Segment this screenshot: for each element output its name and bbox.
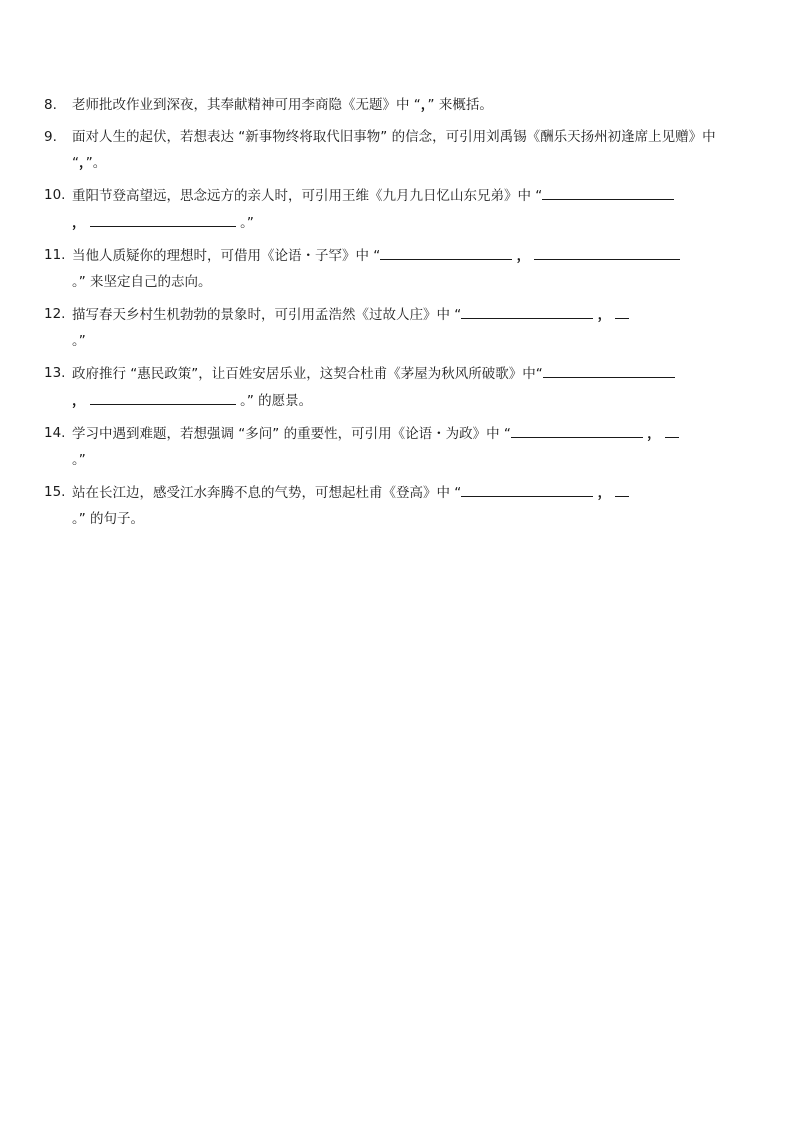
answer-blank[interactable]	[90, 387, 236, 405]
question-number: 9.	[44, 129, 57, 145]
question-text-end: 。”	[72, 452, 86, 468]
answer-blank[interactable]	[665, 420, 679, 438]
question-9	[0, 124, 800, 176]
question-text: 面对人生的起伏，若想表达 “新事物终将取代旧事物” 的信念，可引用刘禹锡《酬乐天扬州初逢席上见赠》中 “	[72, 129, 716, 171]
answer-blank[interactable]	[615, 301, 629, 319]
question-number: 8.	[44, 97, 57, 113]
question-text-end: 。” 的愿景。	[240, 393, 313, 409]
question-number: 10.	[44, 187, 66, 203]
answer-blank[interactable]	[543, 360, 675, 378]
question-text-end: 。” 来坚定自己的志向。	[72, 274, 212, 290]
question-comma: ，	[72, 215, 86, 231]
question-text: 学习中遇到难题，若想强调 “多问” 的重要性，可引用《论语・为政》中 “	[72, 426, 511, 442]
question-13	[0, 360, 800, 414]
question-number: 13.	[44, 365, 66, 381]
question-11	[0, 242, 800, 295]
question-text: 重阳节登高望远，思念远方的亲人时，可引用王维《九月九日忆山东兄弟》中 “	[72, 188, 543, 204]
question-comma: ，	[79, 155, 86, 171]
answer-blank[interactable]	[615, 479, 629, 497]
question-number: 11.	[44, 247, 66, 263]
answer-blank[interactable]	[461, 301, 593, 319]
question-comma: ，	[597, 307, 612, 323]
question-12	[0, 301, 800, 354]
question-text: 描写春天乡村生机勃勃的景象时，可引用孟浩然《过故人庄》中 “	[72, 307, 462, 323]
question-text: 政府推行 “惠民政策”，让百姓安居乐业，这契合杜甫《茅屋为秋风所破歌》中“	[72, 366, 543, 382]
answer-blank[interactable]	[461, 479, 593, 497]
question-comma: ，	[597, 485, 612, 501]
answer-blank[interactable]	[90, 209, 236, 227]
question-comma: ，	[72, 393, 86, 409]
question-text-end: 。”	[72, 333, 86, 349]
question-text-end: 。” 的句子。	[72, 511, 145, 527]
question-text: 老师批改作业到深夜，其奉献精神可用李商隐《无题》中 “	[72, 97, 421, 113]
question-text-end: 。”	[240, 215, 254, 231]
question-number: 15.	[44, 484, 66, 500]
question-10	[0, 182, 800, 236]
answer-blank[interactable]	[534, 242, 680, 260]
question-comma: ，	[647, 426, 661, 442]
answer-blank[interactable]	[380, 242, 512, 260]
answer-blank[interactable]	[542, 182, 674, 200]
question-text-end: ”。	[85, 155, 107, 171]
question-comma: ，	[516, 248, 531, 264]
question-text: 站在长江边，感受江水奔腾不息的气势，可想起杜甫《登高》中 “	[72, 485, 462, 501]
question-8	[0, 92, 800, 118]
question-text: 当他人质疑你的理想时，可借用《论语・子罕》中 “	[72, 248, 381, 264]
question-number: 12.	[44, 306, 66, 322]
question-14	[0, 420, 800, 473]
question-comma: ，	[420, 97, 428, 113]
question-text-end: ” 来概括。	[427, 97, 493, 113]
question-number: 14.	[44, 425, 66, 441]
question-15	[0, 479, 800, 532]
answer-blank[interactable]	[511, 420, 643, 438]
